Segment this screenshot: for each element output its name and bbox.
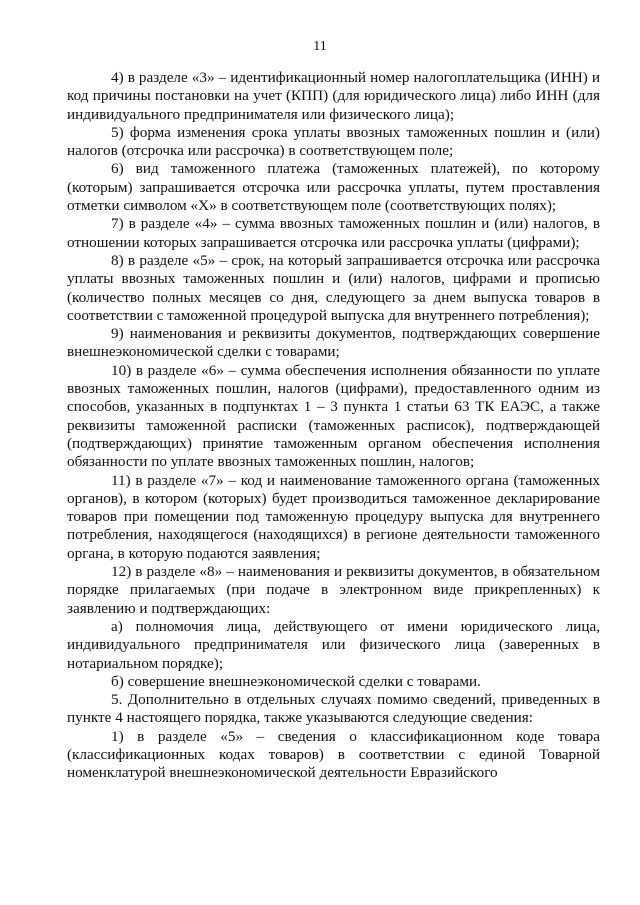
paragraph-item-6: 6) вид таможенного платежа (таможенных платежей), по которому (которым) запрашивается отсрочка или рассрочка уплаты, путем проставления отметки символом «X» в соответствующем поле (соответствующих полях); — [67, 160, 600, 215]
document-body — [67, 69, 600, 783]
paragraph-item-4: 4) в разделе «3» – идентификационный номер налогоплательщика (ИНН) и код причины постановки на учет (КПП) (для юридического лица) либо ИНН (для индивидуального предпринимателя или физического лица); — [67, 69, 600, 123]
section-5-intro: 5. Дополнительно в отдельных случаях помимо сведений, приведенных в пункте 4 настоящего порядка, также указываются следующие сведения: — [67, 691, 600, 727]
paragraph-item-8: 8) в разделе «5» – срок, на который запрашивается отсрочка или рассрочка уплаты ввозных таможенных пошлин и (или) налогов, цифрами и прописью (количество полных месяцев со дня, следующего за днем выпуска товаров в соответствии с таможенной процедурой выпуска для внутреннего потребления); — [67, 251, 600, 324]
page-number: 11 — [313, 39, 327, 54]
paragraph-item-11: 11) в разделе «7» – код и наименование таможенного органа (таможенных органов), в котором (которых) будет производиться таможенное декларирование товаров при помещении под таможенную процедуру выпуска для внутреннего потребления, находящегося (находящихся) в регионе деятельности таможенного органа, в которую подаются заявления; — [67, 471, 600, 562]
paragraph-item-9: 9) наименования и реквизиты документов, подтверждающих совершение внешнеэкономической сделки с товарами; — [67, 325, 600, 361]
paragraph-item-5: 5) форма изменения срока уплаты ввозных таможенных пошлин и (или) налогов (отсрочка или рассрочка) в соответствующем поле; — [67, 123, 600, 160]
subitem-b: б) совершение внешнеэкономической сделки с товарами. — [111, 672, 481, 690]
paragraph-item-12: 12) в разделе «8» – наименования и реквизиты документов, в обязательном порядке прилагаемых (при подаче в электронном виде прикрепленных) к заявлению и подтверждающих: — [67, 563, 600, 617]
paragraph-item-10: 10) в разделе «6» – сумма обеспечения исполнения обязанности по уплате ввозных таможенных пошлин, налогов (цифрами), предоставленного одним из способов, указанных в подпунктах 1 – 3 пункта 1 статьи 63 ТК ЕАЭС, а также реквизиты таможенной расписки (таможенных расписок), подтверждающей (подтверждающих) принятие таможенным органом обеспечения исполнения обязанности по уплате ввозных таможенных пошлин, налогов; — [67, 361, 600, 471]
paragraph-item-7: 7) в разделе «4» – сумма ввозных таможенных пошлин и (или) налогов, в отношении которых запрашивается отсрочка или рассрочка уплаты (цифрами); — [67, 215, 600, 251]
section-5-item-1: 1) в разделе «5» – сведения о классификационном коде товара (классификационных кодах товаров) в соответствии с единой Товарной номенклатурой внешнеэкономической деятельности Евразийского — [67, 727, 600, 782]
subitem-a: а) полномочия лица, действующего от имени юридического лица, индивидуального предпринимателя или физического лица (заверенных в нотариальном порядке); — [67, 617, 600, 672]
